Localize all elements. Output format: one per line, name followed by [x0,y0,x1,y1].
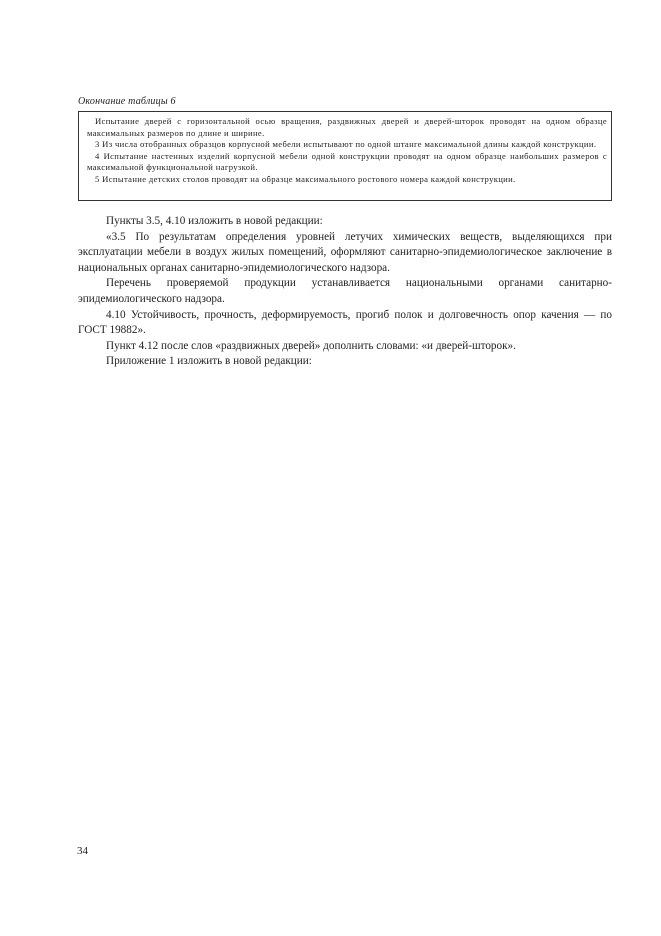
page-number: 34 [77,845,88,857]
table-note: 4 Испытание настенных изделий корпусной мебели одной конструкции проводят на одном образце наибольших размеров с максимальной функциональной нагрузкой. [87,150,607,173]
table-note: Испытание дверей с горизонтальной осью вращения, раздвижных дверей и дверей-шторок проводят на одном образце максимальных размеров по длине и ширине. [87,116,607,138]
paragraph: 4.10 Устойчивость, прочность, деформируемость, прогиб полок и долговечность опор качения — по ГОСТ 19882». [78,308,612,337]
paragraph: «3.5 По результатам определения уровней летучих химических веществ, выделяющихся при эксплуатации мебели в воздух жилых помещений, оформляют санитарно-эпидемиологическое заключение в национальных органах санитарно-эпидемиологического надзора. [78,230,612,274]
table-notes-box [78,111,612,201]
amendment-text [78,214,612,370]
table-note: 5 Испытание детских столов проводят на образце максимального ростового номера каждой конструкции. [95,173,516,184]
paragraph: Приложение 1 изложить в новой редакции: [106,355,312,368]
paragraph: Перечень проверяемой продукции устанавливается национальными органами санитарно-эпидемиологического надзора. [78,277,612,305]
paragraph: Пункты 3.5, 4.10 изложить в новой редакции: [106,215,323,227]
table-note: 3 Из числа отобранных образцов корпусной мебели испытывают по одной штанге максимальной длины каждой конструкции. [95,139,597,150]
paragraph: Пункт 4.12 после слов «раздвижных дверей» дополнить словами: «и дверей-шторок». [106,339,516,352]
table-continuation-caption: Окончание таблицы 6 [78,96,176,107]
